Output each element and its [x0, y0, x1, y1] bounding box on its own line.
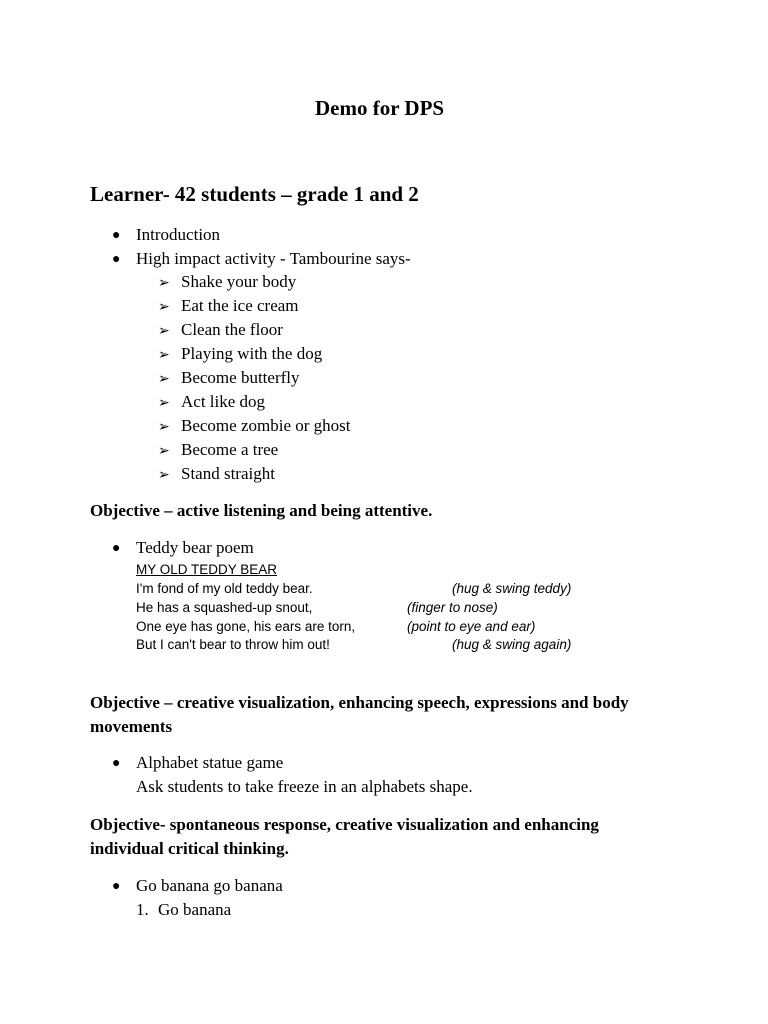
list-item: Become butterfly	[181, 368, 300, 387]
activity-description: Ask students to take freeze in an alphabets shape.	[136, 777, 473, 796]
poem-title: MY OLD TEDDY BEAR	[136, 562, 278, 577]
poem-action: (hug & swing again)	[452, 637, 572, 652]
arrowhead-bullet-icon: ➢	[158, 299, 170, 315]
list-item: Go banana go banana	[136, 876, 283, 895]
list-item: Eat the ice cream	[181, 296, 299, 315]
poem-action: (hug & swing teddy)	[452, 581, 572, 596]
bullet-dot-icon: ●	[112, 228, 121, 243]
arrowhead-bullet-icon: ➢	[158, 275, 170, 291]
document-title: Demo for DPS	[315, 96, 445, 120]
poem-line: I'm fond of my old teddy bear.	[136, 581, 313, 596]
arrowhead-bullet-icon: ➢	[158, 371, 170, 387]
poem-line: One eye has gone, his ears are torn,	[136, 619, 356, 634]
list-item: Become zombie or ghost	[181, 416, 351, 435]
list-item: Playing with the dog	[181, 344, 323, 363]
list-item: Shake your body	[181, 272, 297, 291]
arrowhead-bullet-icon: ➢	[158, 395, 170, 411]
arrowhead-bullet-icon: ➢	[158, 467, 170, 483]
objective-2: Objective – creative visualization, enhancing speech, expressions and body movements	[90, 693, 629, 736]
bullet-dot-icon: ●	[112, 756, 121, 771]
learner-heading: Learner- 42 students – grade 1 and 2	[90, 182, 419, 206]
arrowhead-bullet-icon: ➢	[158, 347, 170, 363]
list-item: Act like dog	[181, 392, 266, 411]
list-item: High impact activity - Tambourine says-	[136, 249, 411, 268]
list-item: Teddy bear poem	[136, 538, 254, 557]
list-item: Clean the floor	[181, 320, 283, 339]
list-item: Alphabet statue game	[136, 753, 284, 772]
list-item: Stand straight	[181, 464, 275, 483]
numbered-marker: 1.	[136, 900, 149, 919]
poem-action: (point to eye and ear)	[407, 619, 536, 634]
bullet-dot-icon: ●	[112, 252, 121, 267]
objective-3: Objective- spontaneous response, creative visualization and enhancing individual critical thinking.	[90, 815, 599, 858]
arrowhead-bullet-icon: ➢	[158, 323, 170, 339]
bullet-dot-icon: ●	[112, 879, 121, 894]
arrowhead-bullet-icon: ➢	[158, 443, 170, 459]
list-item: Become a tree	[181, 440, 279, 459]
poem-action: (finger to nose)	[407, 600, 498, 615]
poem-line: He has a squashed-up snout,	[136, 600, 313, 615]
poem-line: But I can't bear to throw him out!	[136, 637, 330, 652]
list-item: Introduction	[136, 225, 221, 244]
arrowhead-bullet-icon: ➢	[158, 419, 170, 435]
numbered-item: Go banana	[158, 900, 232, 919]
bullet-dot-icon: ●	[112, 541, 121, 556]
objective-1: Objective – active listening and being attentive.	[90, 501, 433, 520]
